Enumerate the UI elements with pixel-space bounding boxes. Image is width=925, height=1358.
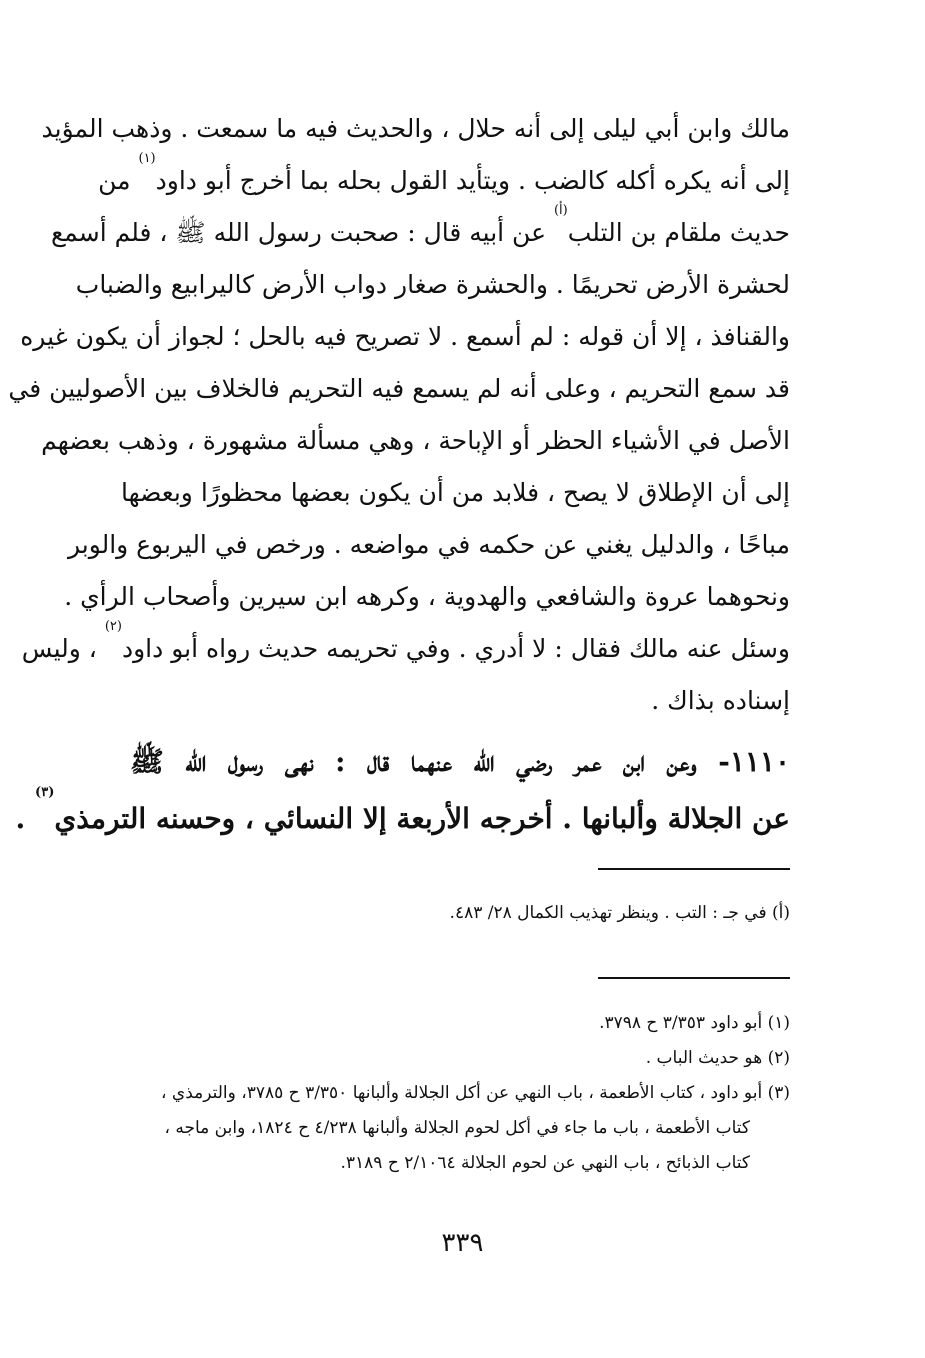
body-line-2: إلى أنه يكره أكله كالضب . ويتأيد القول بحله بما أخرج أبو داود$^{(١)}$ من bbox=[98, 151, 790, 195]
body-line-8: إلى أن الإطلاق لا يصح ، فلابد من أن يكون بعضها محظورًا وبعضها bbox=[120, 478, 790, 507]
page-number: ٣٣٩ bbox=[441, 1228, 484, 1258]
footnote-ref-3: (٣) bbox=[35, 785, 55, 800]
body-line-6: قد سمع التحريم ، وعلى أنه لم يسمع فيه التحريم فالخلاف بين الأصوليين في bbox=[8, 374, 790, 403]
footnote-ref-alef: (أ) bbox=[553, 203, 568, 218]
footnote-divider-letter bbox=[598, 868, 790, 870]
hadith-line-2: عن الجلالة وألبانها . أخرجه الأربعة إلا النسائي ، وحسنه الترمذي$^{(٣)}$ . bbox=[15, 785, 790, 835]
footnote-alef: (أ) في جـ : التب . وينظر تهذيب الكمال ٢٨/ ٤٨٣. bbox=[449, 903, 790, 923]
footnote-2: (٢) هو حديث الباب . bbox=[645, 1048, 790, 1068]
body-line-3: حديث ملقام بن التلب$^{(أ)}$ عن أبيه قال : صحبت رسول الله ﷺ ، فلم أسمع bbox=[51, 203, 790, 247]
body-line-9: مباحًا ، والدليل يغني عن حكمه في مواضعه . ورخص في اليربوع والوبر bbox=[67, 530, 790, 559]
footnote-ref-2: (٢) bbox=[104, 619, 122, 634]
footnote-3: (٣) أبو داود ، كتاب الأطعمة ، باب النهي عن أكل الجلالة وألبانها ٣/٣٥٠ ح ٣٧٨٥، والترمذي ، bbox=[161, 1083, 790, 1103]
footnote-divider-number bbox=[598, 977, 790, 979]
body-line-11: وسئل عنه مالك فقال : لا أدري . وفي تحريمه حديث رواه أبو داود$^{(٢)}$ ، وليس bbox=[21, 619, 790, 663]
footnote-3-line-2: كتاب الأطعمة ، باب ما جاء في أكل لحوم الجلالة وألبانها ٤/٢٣٨ ح ١٨٢٤، وابن ماجه ، bbox=[164, 1118, 750, 1138]
hadith-line-1: ١١١٠- وعن ابن عمر رضي الله عنهما قال : نهى رسول الله ﷺ bbox=[130, 745, 790, 778]
footnote-3-line-3: كتاب الذبائح ، باب النهي عن لحوم الجلالة ٢/١٠٦٤ ح ٣١٨٩. bbox=[340, 1153, 750, 1173]
footnote-ref-1: (١) bbox=[138, 151, 156, 166]
footnote-1: (١) أبو داود ٣/٣٥٣ ح ٣٧٩٨. bbox=[599, 1013, 790, 1033]
body-line-12: إسناده بذاك . bbox=[651, 686, 790, 715]
body-line-10: ونحوهما عروة والشافعي والهدوية ، وكرهه ابن سيرين وأصحاب الرأي . bbox=[64, 582, 790, 611]
body-line-5: والقنافذ ، إلا أن قوله : لم أسمع . لا تصريح فيه بالحل ؛ لجواز أن يكون غيره bbox=[20, 322, 790, 351]
body-line-4: لحشرة الأرض تحريمًا . والحشرة صغار دواب الأرض كاليرابيع والضباب bbox=[75, 270, 790, 299]
body-line-7: الأصل في الأشياء الحظر أو الإباحة ، وهي مسألة مشهورة ، وذهب بعضهم bbox=[41, 426, 790, 455]
body-line-1: مالك وابن أبي ليلى إلى أنه حلال ، والحديث فيه ما سمعت . وذهب المؤيد bbox=[41, 114, 790, 143]
